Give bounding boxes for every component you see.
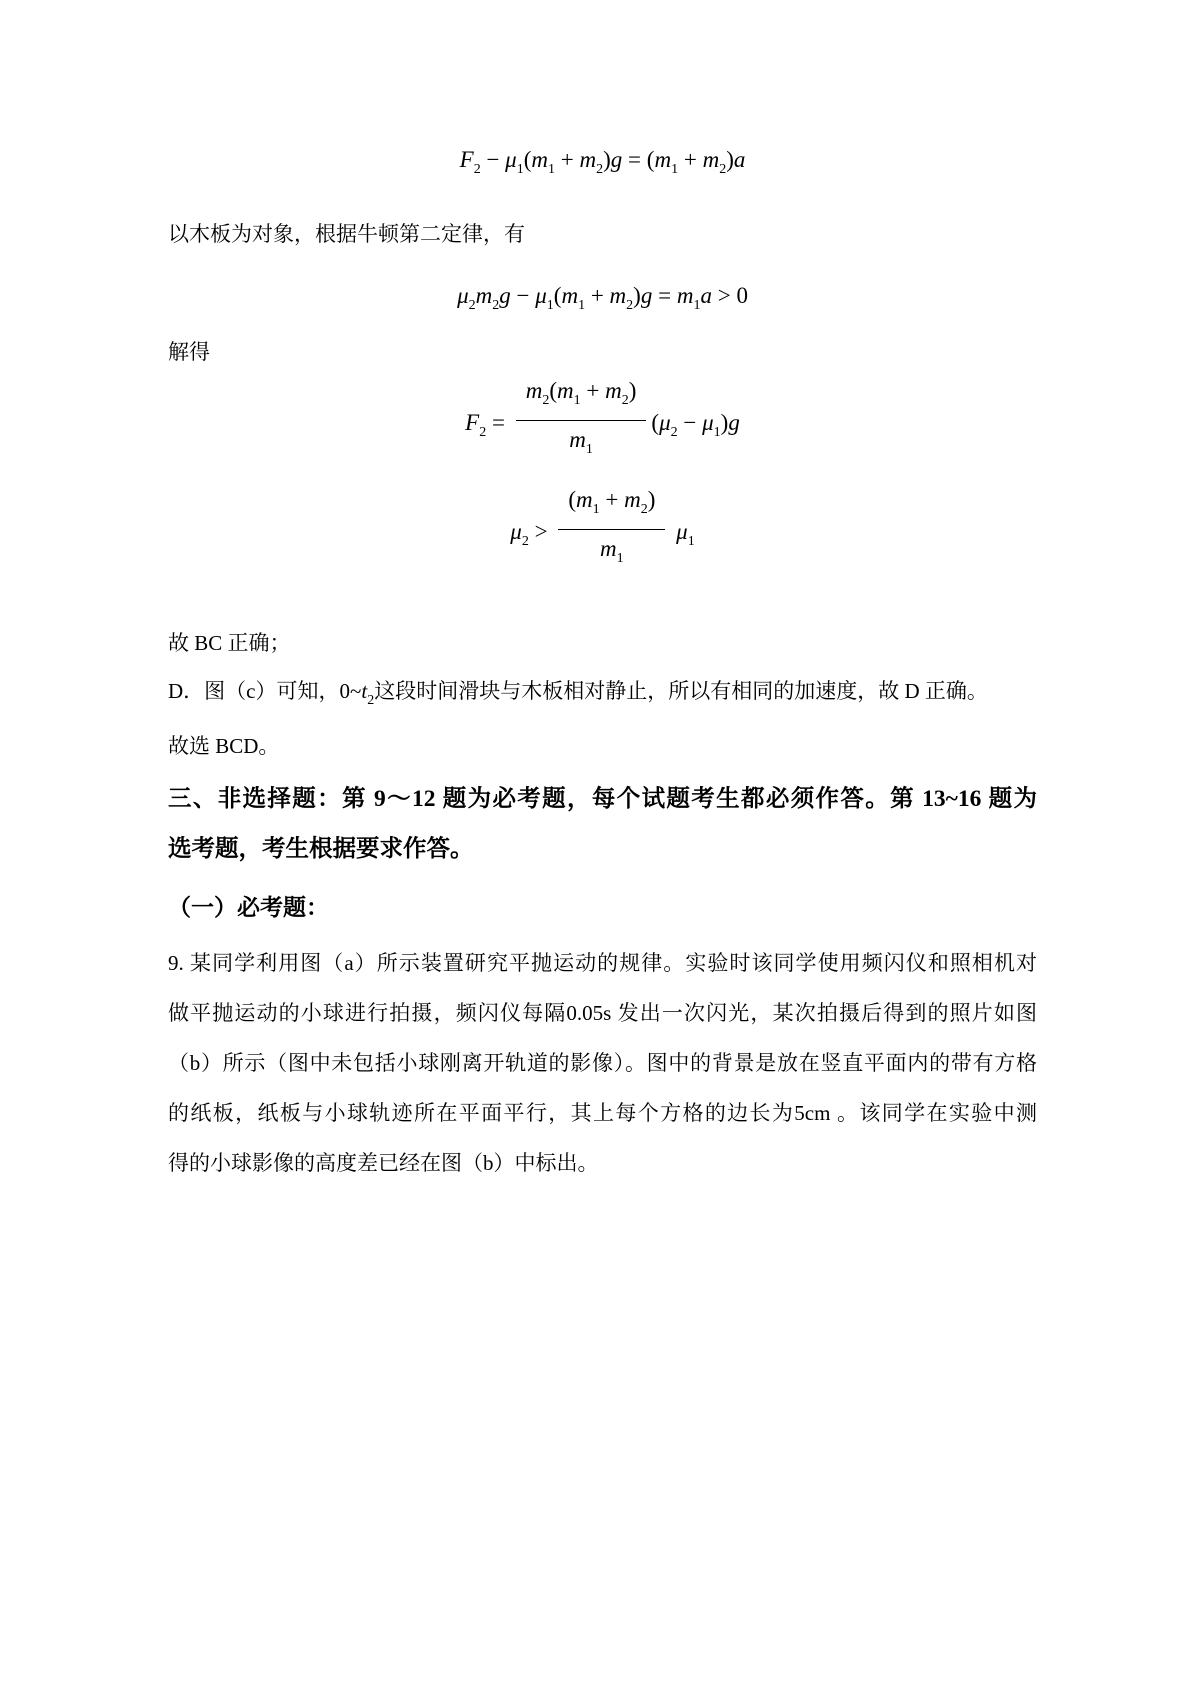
question-9-line-5: 得的小球影像的高度差已经在图（b）中标出。 [168,1151,599,1175]
section-3-heading [168,774,1037,874]
formula-mu-rhs: $\mu_1$ [676,518,695,549]
text-option-d: D．图（c）可知，$0\sim t_2$这段时间滑块与木板相对静止，所以有相同的加速度，故 D 正确。 [168,679,988,708]
fraction-denominator: $m_1$ [600,536,624,566]
formula-f2-result [168,380,1037,469]
formula-board-newton: $\mu_2m_2g - \mu_1(m_1 + m_2)g = m_1a > 0$ [457,283,748,313]
text-solve: 解得 [168,340,210,364]
fraction [516,376,647,465]
formula-f2-rhs: $(\mu_2 - \mu_1)g$ [651,409,740,440]
question-9-line-1: 9. 某同学利用图（a）所示装置研究平抛运动的规律。实验时该同学使用频闪仪和照相机对 [168,951,1037,975]
question-9-line-3: （b）所示（图中未包括小球刚离开轨道的影像）。图中的背景是放在竖直平面内的带有方格 [168,1051,1037,1075]
fraction-denominator: $m_1$ [569,427,593,457]
formula-f2-lhs: $F_2$ = [465,409,511,440]
question-9-line-4: 的纸板，纸板与小球轨迹所在平面平行，其上每个方格的边长为5cm 。该同学在实验中测 [168,1101,1037,1125]
fraction-numerator: $m_2(m_1 + m_2)$ [516,376,647,421]
formula-mu-lhs: $\mu_2$ > [510,518,554,549]
text-bc-correct: 故 BC 正确； [168,631,291,655]
formula-mu-condition [168,489,1037,578]
question-9-paragraph [168,938,1037,1188]
fraction [558,485,665,574]
question-9-line-2: 做平抛运动的小球进行拍摄，频闪仪每隔0.05s 发出一次闪光，某次拍摄后得到的照片如图 [168,1001,1037,1025]
formula-system-newton: $F_2 - \mu_1(m_1 + m_2)g = (m_1 + m_2)a$ [459,147,746,177]
section-3-heading-line-2: 选考题，考生根据要求作答。 [168,836,474,862]
text-answer-bcd: 故选 BCD。 [168,734,280,758]
subsection-required-heading: （一）必考题： [168,895,329,920]
section-3-heading-line-1: 三、非选择题：第 9～12 题为必考题，每个试题考生都必须作答。第 13~16 题为 [168,786,1037,812]
fraction-numerator: $(m_1 + m_2)$ [558,485,665,530]
text-board-object: 以木板为对象，根据牛顿第二定律，有 [168,222,525,246]
